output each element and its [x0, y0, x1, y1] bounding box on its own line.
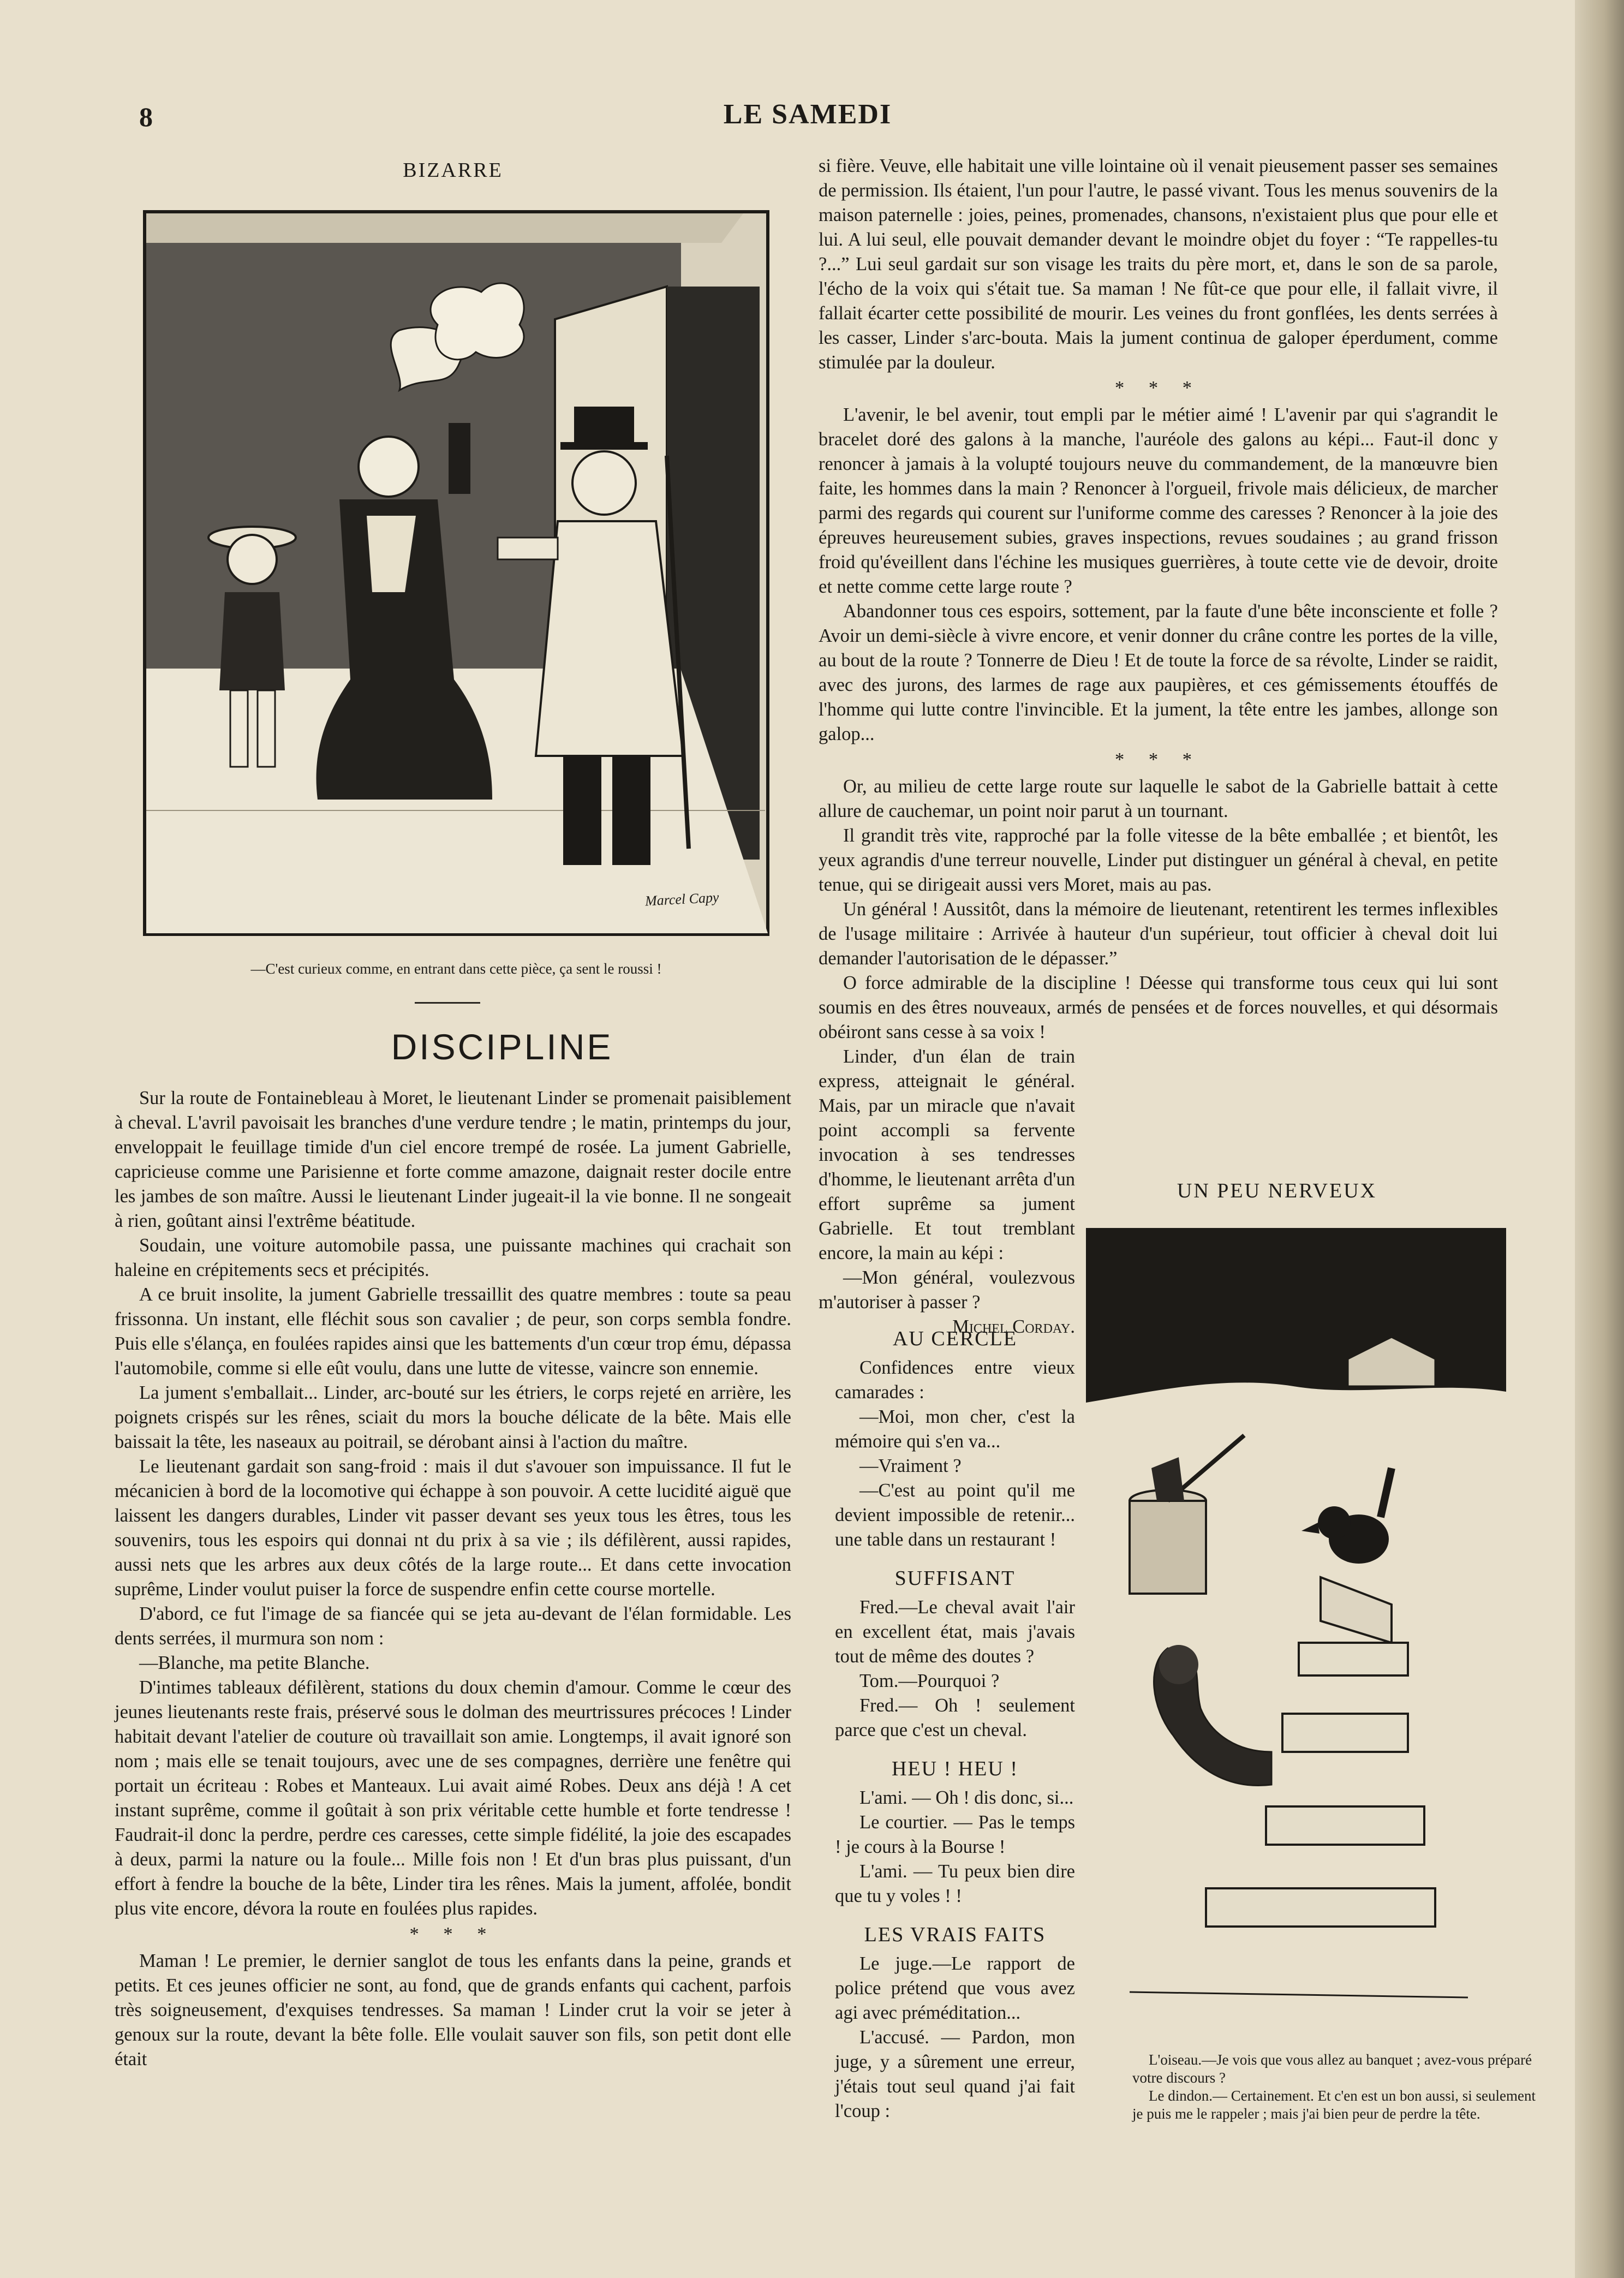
line: —C'est au point qu'il me devient impossible de retenir... une table dans un restaurant !: [835, 1480, 1075, 1550]
paragraph: Abandonner tous ces espoirs, sottement, par la faute d'une bête inconsciente et folle ? Avoir un demi-siècle à vivre encore, et venir donner du crâne contre les portes de la ville, au bout de la route ? Tonnerre de Dieu ! Et de toute la force de sa révolte, Linder se raidit, avec des jurons, des larmes de rage aux paupières, et ces gémissements étouffés de l'homme qui lutte contre l'invincible. Et la jument, la tête entre les jambes, allonge son galop...: [819, 601, 1498, 744]
section-break: * * *: [1115, 378, 1202, 398]
paragraph: Linder, d'un élan de train express, atteignait le général. Mais, par un miracle que n'avait point accompli sa fervente invocation à ses tendresses d'homme, le lieutenant arrêta d'un effort suprême sa jument Gabrielle. Et tout tremblant encore, la main au képi :: [819, 1046, 1075, 1263]
sidebar: [835, 1313, 1075, 2124]
paragraph: —Blanche, ma petite Blanche.: [139, 1653, 370, 1673]
heu-heu-title: HEU ! HEU !: [891, 1757, 1018, 1780]
paragraph: si fière. Veuve, elle habitait une ville lointaine où il venait pieusement passer ses semaines de permission. Ils étaient, l'un pour l'autre, le passé vivant. Tous les menus souvenirs de la maison paternelle : joies, peines, promenades, chansons, n'existaient plus que pour elle et lui. A lui seul, elle pouvait demander devant le moindre objet du foyer : “Te rappelles-tu ?...” Lui seul gardait sur son visage les traits du père mort, et, dans le son de sa parole, l'écho de la voix qui s'était tue. Sa maman ! Ne fût-ce que pour elle, il fallait vivre, il fallait écarter cette possibilité de mourir. Les veines du front gonflées, les dents serrées à les casser, Linder s'arc-bouta. Mais la jument continua de galoper éperdument, comme stimulée par la douleur.: [819, 156, 1498, 373]
line: L'ami. — Oh ! dis donc, si...: [859, 1787, 1074, 1808]
paragraph: Sur la route de Fontainebleau à Moret, le lieutenant Linder se promenait paisiblement à cheval. L'avril pavoisait les branches d'une verdure tendre ; le matin, printemps du jour, enveloppait le feuillage timide d'un ciel encore trempé de rosée. La jument Gabrielle, capricieuse comme une Parisienne et forte comme amazone, daignait rester docile entre les jambes de son maître. Aussi le lieutenant Linder jugeait-il la vie bonne. Il ne songeait à rien, goûtant ainsi l'extrême béatitude.: [115, 1088, 791, 1231]
bizarre-signature: Marcel Capy: [644, 889, 720, 909]
paragraph: Soudain, une voiture automobile passa, une puissante machines qui crachait son haleine en crépitements secs et précipités.: [115, 1235, 791, 1280]
line: Fred.— Oh ! seulement parce que c'est un cheval.: [835, 1695, 1075, 1740]
suffisant-title: SUFFISANT: [894, 1567, 1016, 1590]
masthead: LE SAMEDI: [723, 99, 892, 130]
caption-line: Le dindon.— Certainement. Et c'en est un bon aussi, si seulement je puis me le rappeler ; mais j'ai bien peur de perdre la tête.: [1132, 2088, 1536, 2122]
line: —Vraiment ?: [859, 1456, 962, 1476]
page-edge: [1575, 0, 1624, 2278]
bizarre-illustration: [143, 210, 769, 936]
paragraph: Il grandit très vite, rapproché par la folle vitesse de la bête emballée ; et bientôt, les yeux agrandis d'une terreur nouvelle, Linder put distinguer un général à cheval, en petite tenue, qui se dirigeait aussi vers Moret, mais au pas.: [819, 825, 1498, 895]
paragraph: Un général ! Aussitôt, dans la mémoire de lieutenant, retentirent les termes inflexibles de l'usage militaire : Arrivée à hauteur d'un supérieur, tout officier à cheval doit lui demander l'autorisation de le dépasser.”: [819, 899, 1498, 969]
line: Confidences entre vieux camarades :: [835, 1357, 1075, 1403]
discipline-title: DISCIPLINE: [391, 1027, 613, 1067]
paragraph: L'avenir, le bel avenir, tout empli par le métier aimé ! L'avenir par qui s'agrandit le bracelet doré des galons à la manche, l'auréole des galons au képi... Faut-il donc y renoncer à jamais à la volupté toujours neuve du commandement, de la manœuvre bien faite, les hommes dans la main ? Renoncer à l'orgueil, frivole mais délicieux, de marcher parmi des regards qui courent sur l'uniforme comme des caresses ? Renoncer à la joie des épreuves heureusement subies, graves inspections, revues soudaines ; au grand frisson froid qu'éveillent dans l'échine les musiques guerrières, à toute cette vie de devoir, droite et nette comme cette large route ?: [819, 404, 1498, 597]
paragraph: Or, au milieu de cette large route sur laquelle le sabot de la Gabrielle battait à cette allure de cauchemar, un point noir parut à un tournant.: [819, 776, 1498, 821]
bizarre-title: BIZARRE: [403, 159, 503, 182]
paragraph: —Mon général, voulezvous m'autoriser à passer ?: [819, 1267, 1075, 1313]
page-number: 8: [139, 102, 153, 132]
paragraph: Le lieutenant gardait son sang-froid : mais il dut s'avouer son impuissance. Il fut le mécanicien à bord de la locomotive qui échappe à son pouvoir. A cette lucidité aiguë que laissent les dangers durables, Linder vit passer devant ses yeux tous les êtres, tous les souvenirs, tous les espoirs qui donnai nt du prix à sa vie ; ils défilèrent, aussi rapides, aussi nets que les arbres aux deux côtés de la large route... Et dans cette invocation suprême, Linder voulut puiser la force de suspendre enfin cette course mortelle.: [115, 1456, 791, 1600]
author-signature: Michel Corday.: [952, 1316, 1075, 1337]
vrais-faits-title: LES VRAIS FAITS: [864, 1923, 1046, 1946]
nerveux-caption: [1132, 2051, 1536, 2123]
paragraph: D'abord, ce fut l'image de sa fiancée qui se jeta au-devant de l'élan formidable. Les dents serrées, il murmura son nom :: [115, 1603, 791, 1649]
line: L'ami. — Tu peux bien dire que tu y voles ! !: [835, 1861, 1075, 1906]
line: —Moi, mon cher, c'est la mémoire qui s'en va...: [835, 1406, 1075, 1452]
line: Tom.—Pourquoi ?: [859, 1671, 1000, 1691]
paragraph: A ce bruit insolite, la jument Gabrielle tressaillit des quatre membres : toute sa peau frissonna. Un instant, elle fléchit sous son cavalier ; de peur, son corps sembla fondre. Puis elle s'élança, en foulées rapides ainsi que les battements d'un cœur trop ému, dépassa l'automobile, comme si elle eût voulu, dans une lutte de vitesse, vaincre son ennemie.: [115, 1284, 791, 1379]
au-cercle-title: AU CERCLE: [892, 1327, 1018, 1350]
line: Fred.—Le cheval avait l'air en excellent état, mais j'avais tout de même des doutes ?: [835, 1597, 1075, 1667]
line: L'accusé. — Pardon, mon juge, y a sûrement une erreur, j'étais tout seul quand j'ai fait l'coup :: [835, 2027, 1075, 2121]
line: Le courtier. — Pas le temps ! je cours à la Bourse !: [835, 1812, 1075, 1857]
section-break: * * *: [1115, 749, 1202, 770]
paragraph: Maman ! Le premier, le dernier sanglot de tous les enfants dans la peine, grands et petits. Et ces jeunes officier ne sont, au fond, que de grands enfants qui cachent, parfois très soigneusement, d'exquises tendresses. Sa maman ! Linder crut la voir se jeter à genoux sur la route, devant la bête folle. Elle voulait sauver son fils, son petit dont elle était: [115, 1951, 791, 2070]
paragraph: La jument s'emballait... Linder, arc-bouté sur les étriers, le corps rejeté en arrière, les poignets crispés sur les rênes, sciait du mors la bouche délicate de la bête. Mais elle baissait la tête, les naseaux au poitrail, se dérobant ainsi à l'action du maître.: [115, 1382, 791, 1452]
discipline-left-column: [115, 1086, 791, 2072]
nerveux-title: UN PEU NERVEUX: [1177, 1179, 1377, 1202]
paragraph: D'intimes tableaux défilèrent, stations du doux chemin d'amour. Comme le cœur des jeunes lieutenants reste frais, préservé sous le dolman des meurtrissures précoces ! Linder habitait devant l'atelier de couture où travaillait son amie. Longtemps, il avait ignoré son nom ; mais elle se tenait toujours, avec une de ses compagnes, derrière une fenêtre qui portait un écriteau : Robes et Manteaux. Lui avait aimé Robes. Deux ans déjà ! A cet instant suprême, comme il goûtait à son prix véritable cette humble et forte tendresse ! Faudrait-il donc la perdre, perdre ces caresses, cette simple fidélité, la joie des escapades à deux, parmi la nature ou la foule... Mille fois non ! Et d'un bras plus puissant, d'un effort à fendre la bouche de la bête, Linder tira les rênes. Mais la jument, affolée, bondit plus vite encore, dévora la route en foulées plus rapides.: [115, 1677, 791, 1919]
discipline-right-column: [819, 154, 1498, 1339]
paragraph: O force admirable de la discipline ! Déesse qui transforme tous ceux qui lui sont soumis en des êtres nouveaux, armés de pensées et de forces nouvelles, et qui désormais obéiront sans cesse à sa voix !: [819, 973, 1498, 1042]
caption-line: L'oiseau.—Je vois que vous allez au banquet ; avez-vous préparé votre discours ?: [1132, 2052, 1532, 2086]
line: Le juge.—Le rapport de police prétend que vous avez agi avec préméditation...: [835, 1953, 1075, 2023]
divider: [415, 1002, 480, 1004]
bizarre-caption: —C'est curieux comme, en entrant dans cette pièce, ça sent le roussi !: [250, 961, 662, 977]
nerveux-illustration: [1086, 1228, 1506, 2041]
section-break: * * *: [409, 1924, 497, 1945]
